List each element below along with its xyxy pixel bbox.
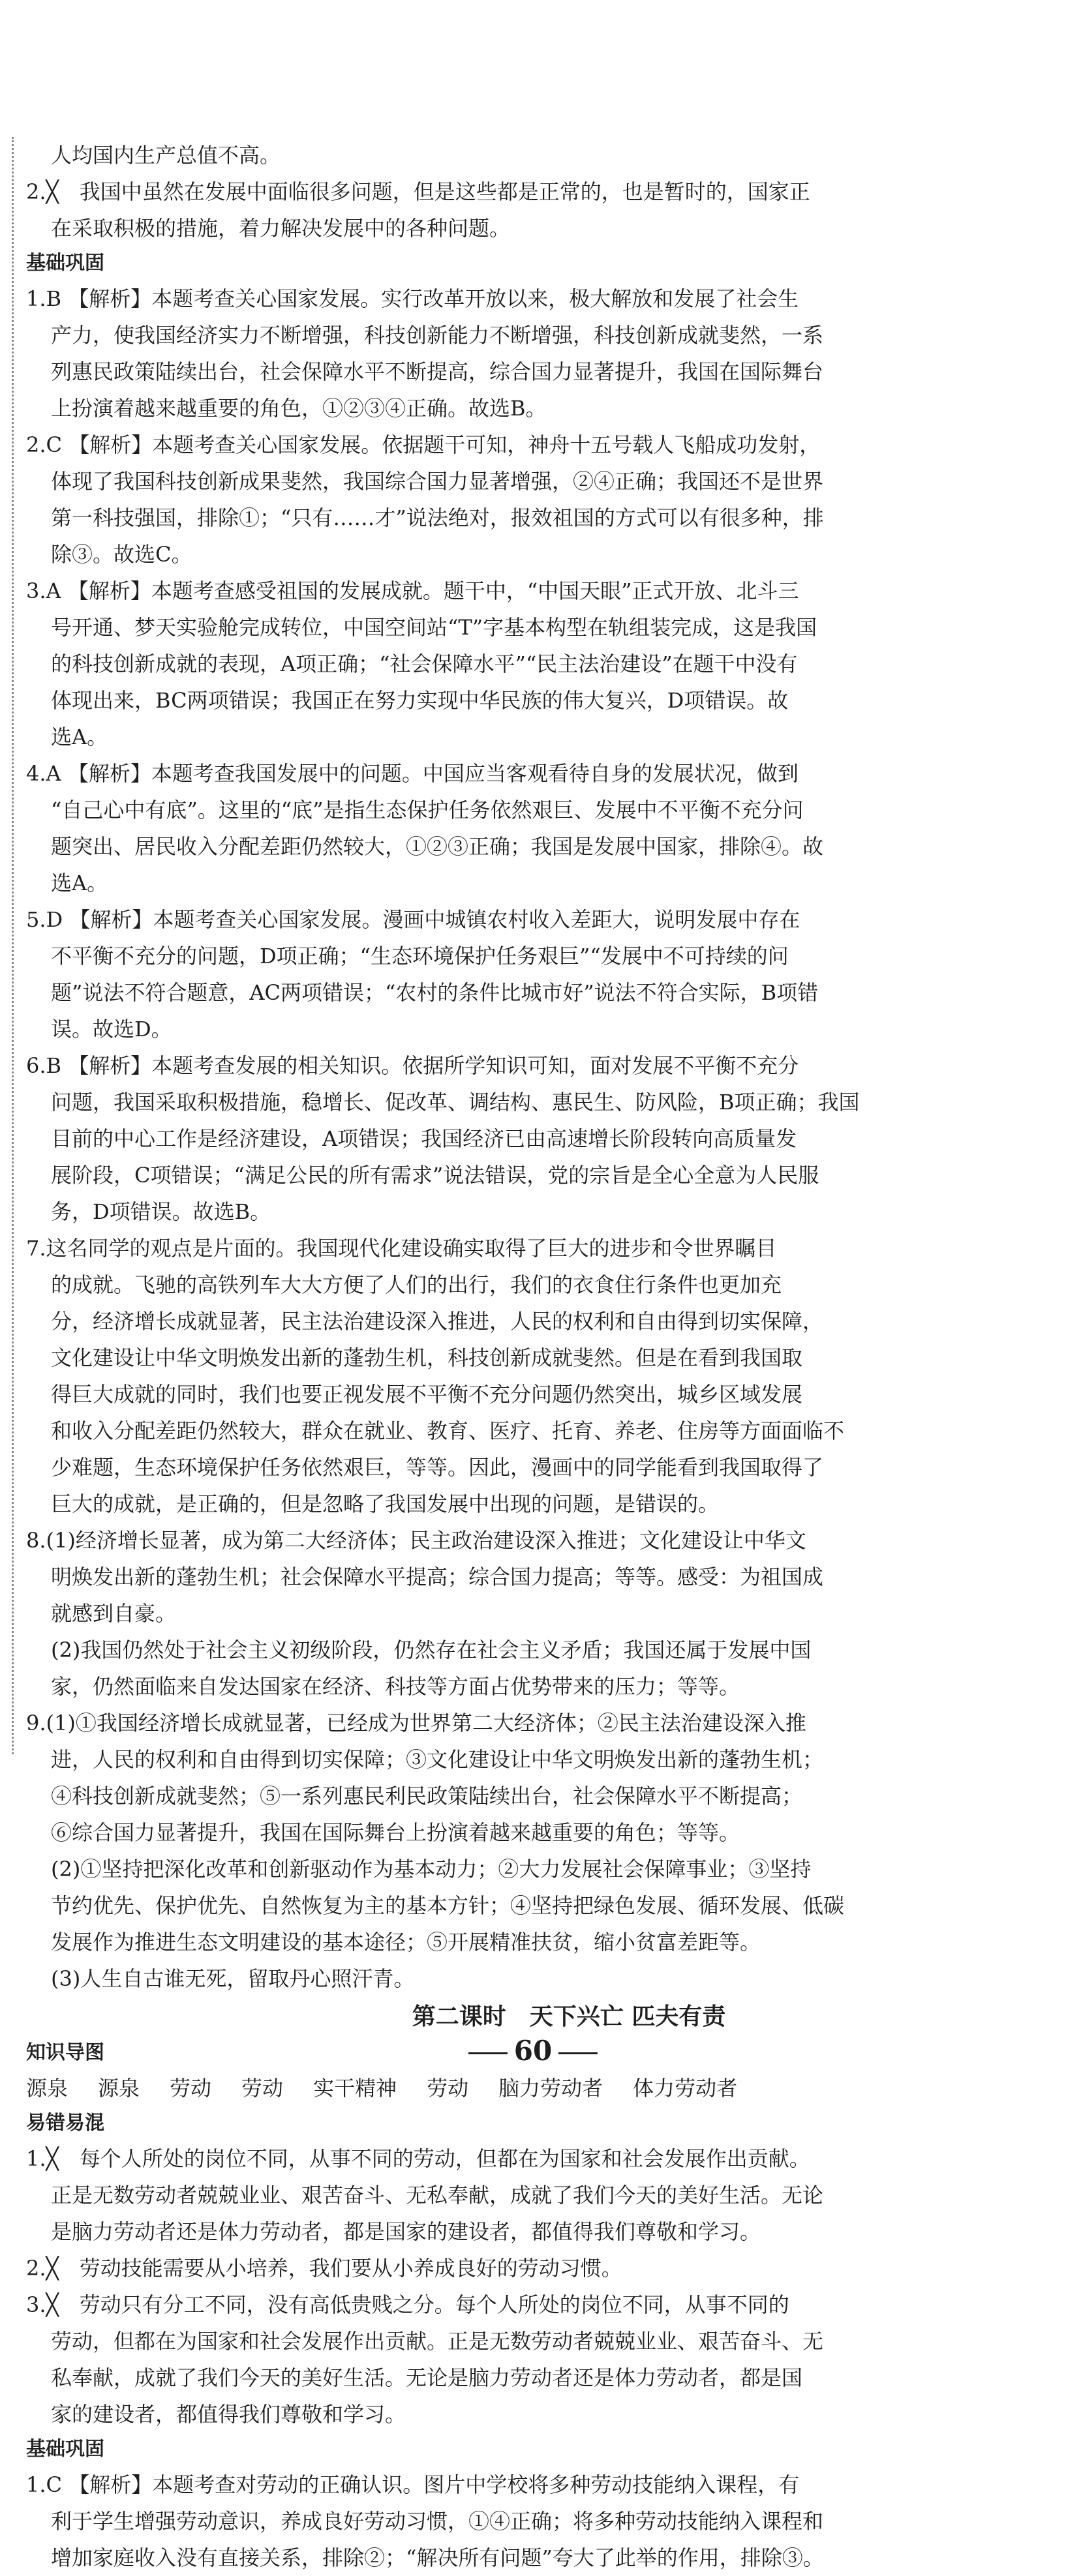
text-line: 7.这名同学的观点是片面的。我国现代化建设确实取得了巨大的进步和令世界瞩目 <box>26 1236 777 1261</box>
text-line: 正是无数劳动者兢兢业业、艰苦奋斗、无私奉献，成就了我们今天的美好生活。无论 <box>51 2183 824 2208</box>
text-line: 产力，使我国经济实力不断增强，科技创新能力不断增强，科技创新成就斐然，一系 <box>51 323 824 348</box>
text-line: 列惠民政策陆续出台，社会保障水平不断提高，综合国力显著提升，我国在国际舞台 <box>51 359 824 384</box>
text-line: 进，人民的权利和自由得到切实保障；③文化建设让中华文明焕发出新的蓬勃生机； <box>51 1747 824 1772</box>
knowledge-item: 劳动 <box>427 2076 469 2101</box>
section-heading-errors: 易错易混 <box>26 2112 104 2134</box>
text-line: 号开通、梦天实验舱完成转位，中国空间站“T”字基本构型在轨组装完成，这是我国 <box>51 615 817 640</box>
text-line: 选A。 <box>51 725 108 749</box>
section-heading-basic-2: 基础巩固 <box>26 2438 104 2461</box>
text-line: 6.B 【解析】本题考查发展的相关知识。依据所学知识可知，面对发展不平衡不充分 <box>26 1053 799 1078</box>
page-number <box>0 2035 1066 2067</box>
text-line: 人均国内生产总值不高。 <box>51 143 281 168</box>
text-line: 3.╳ 劳动只有分工不同，没有高低贵贱之分。每个人所处的岗位不同，从事不同的 <box>26 2292 789 2317</box>
text-line: 分，经济增长成就显著，民主法治建设深入推进，人民的权利和自由得到切实保障， <box>51 1309 824 1334</box>
margin-dotted-rule <box>12 137 14 1754</box>
page-number-dash-left <box>468 2052 508 2054</box>
text-line: 3.A 【解析】本题考查感受祖国的发展成就。题干中，“中国天眼”正式开放、北斗三 <box>26 578 799 603</box>
knowledge-item: 体力劳动者 <box>633 2076 738 2101</box>
text-line: 2.C 【解析】本题考查关心国家发展。依据题干可知，神舟十五号载人飞船成功发射， <box>26 432 821 457</box>
text-line: 就感到自豪。 <box>51 1601 177 1626</box>
section-basic-1 <box>26 280 1007 1997</box>
section-heading-basic-1: 基础巩固 <box>26 252 104 275</box>
text-line: 明焕发出新的蓬勃生机；社会保障水平提高；综合国力提高；等等。感受：为祖国成 <box>51 1565 824 1589</box>
text-line: 节约优先、保护优先、自然恢复为主的基本方针；④坚持把绿色发展、循环发展、低碳 <box>51 1893 845 1918</box>
text-line: 体现出来，BC两项错误；我国正在努力实现中华民族的伟大复兴，D项错误。故 <box>51 688 789 713</box>
knowledge-item: 劳动 <box>241 2076 284 2101</box>
text-line: (2)①坚持把深化改革和创新驱动作为基本动力；②大力发展社会保障事业；③坚持 <box>51 1857 812 1881</box>
section-top <box>26 137 1007 247</box>
text-line: (2)我国仍然处于社会主义初级阶段，仍然存在社会主义矛盾；我国还属于发展中国 <box>51 1638 812 1662</box>
text-line: “自己心中有底”。这里的“底”是指生态保护任务依然艰巨、发展中不平衡不充分问 <box>51 798 804 822</box>
text-line: 1.B 【解析】本题考查关心国家发展。实行改革开放以来，极大解放和发展了社会生 <box>26 286 799 311</box>
lesson-title: 第二课时 天下兴亡 匹夫有责 <box>412 2003 726 2030</box>
text-line: 2.╳ 我国中虽然在发展中面临很多问题，但是这些都是正常的，也是暂时的，国家正 <box>26 179 810 204</box>
section-basic-2 <box>26 2466 1007 2576</box>
text-line: 少难题，生态环境保护任务依然艰巨，等等。因此，漫画中的同学能看到我国取得了 <box>51 1455 824 1480</box>
text-line: (3)人生自古谁无死，留取丹心照汗青。 <box>51 1966 415 1991</box>
text-line: 问题，我国采取积极措施，稳增长、促改革、调结构、惠民生、防风险，B项正确；我国 <box>51 1090 860 1115</box>
page-number-value: 60 <box>513 2035 553 2067</box>
text-line: 体现了我国科技创新成果斐然，我国综合国力显著增强，②④正确；我国还不是世界 <box>51 469 824 494</box>
text-line: 第一科技强国，排除①；“只有……才”说法绝对，报效祖国的方式可以有很多种，排 <box>51 505 824 530</box>
text-line: 题突出、居民收入分配差距仍然较大，①②③正确；我国是发展中国家，排除④。故 <box>51 834 824 859</box>
text-line: 的科技创新成就的表现，A项正确；“社会保障水平”“民主法治建设”在题干中没有 <box>51 651 798 676</box>
text-line: 2.╳ 劳动技能需要从小培养，我们要从小养成良好的劳动习惯。 <box>26 2256 622 2281</box>
page-number-dash-right <box>558 2052 598 2054</box>
text-line: 的成就。飞驰的高铁列车大大方便了人们的出行，我们的衣食住行条件也更加充 <box>51 1272 782 1297</box>
text-line: ④科技创新成就斐然；⑤一系列惠民利民政策陆续出台，社会保障水平不断提高； <box>51 1784 803 1808</box>
text-line: 家的建设者，都值得我们尊敬和学习。 <box>51 2402 406 2427</box>
text-line: 和收入分配差距仍然较大，群众在就业、教育、医疗、托育、养老、住房等方面面临不 <box>51 1418 845 1443</box>
text-line: 增加家庭收入没有直接关系，排除②；“解决所有问题”夸大了此举的作用，排除③。 <box>51 2545 824 2570</box>
knowledge-item: 脑力劳动者 <box>498 2076 603 2101</box>
text-line: 误。故选D。 <box>51 1017 172 1041</box>
text-line: 在采取积极的措施，着力解决发展中的各种问题。 <box>51 216 511 241</box>
text-line: 题”说法不符合题意，AC两项错误；“农村的条件比城市好”说法不符合实际，B项错 <box>51 980 819 1005</box>
text-line: 私奉献，成就了我们今天的美好生活。无论是脑力劳动者还是体力劳动者，都是国 <box>51 2365 803 2390</box>
text-line: ⑥综合国力显著提升，我国在国际舞台上扮演着越来越重要的角色；等等。 <box>51 1820 740 1845</box>
text-line: 巨大的成就，是正确的，但是忽略了我国发展中出现的问题，是错误的。 <box>51 1491 720 1516</box>
text-line: 5.D 【解析】本题考查关心国家发展。漫画中城镇农村收入差距大，说明发展中存在 <box>26 907 800 932</box>
text-line: 上扮演着越来越重要的角色，①②③④正确。故选B。 <box>51 396 547 421</box>
text-line: 得巨大成就的同时，我们也要正视发展不平衡不充分问题仍然突出，城乡区域发展 <box>51 1382 803 1407</box>
knowledge-item: 劳动 <box>170 2076 212 2101</box>
text-line: 8.(1)经济增长显著，成为第二大经济体；民主政治建设深入推进；文化建设让中华文 <box>26 1528 806 1553</box>
text-line: 不平衡不充分的问题，D项正确；“生态环境保护任务艰巨”“发展中不可持续的问 <box>51 944 789 968</box>
text-line: 发展作为推进生态文明建设的基本途径；⑤开展精准扶贫，缩小贫富差距等。 <box>51 1930 761 1954</box>
text-line: 目前的中心工作是经济建设，A项错误；我国经济已由高速增长阶段转向高质量发 <box>51 1126 797 1151</box>
text-line: 4.A 【解析】本题考查我国发展中的问题。中国应当客观看待自身的发展状况，做到 <box>26 761 799 786</box>
text-line: 利于学生增强劳动意识，养成良好劳动习惯，①④正确；将多种劳动技能纳入课程和 <box>51 2509 824 2534</box>
section-errors <box>26 2140 1007 2433</box>
text-line: 家，仍然面临来自发达国家在经济、科技等方面占优势带来的压力；等等。 <box>51 1674 740 1699</box>
knowledge-map-answers <box>26 2070 1007 2106</box>
text-line: 务，D项错误。故选B。 <box>51 1199 271 1224</box>
text-line: 1.╳ 每个人所处的岗位不同，从事不同的劳动，但都在为国家和社会发展作出贡献。 <box>26 2146 810 2171</box>
text-line: 选A。 <box>51 871 108 895</box>
text-line: 除③。故选C。 <box>51 542 192 567</box>
text-line: 1.C 【解析】本题考查对劳动的正确认识。图片中学校将多种劳动技能纳入课程，有 <box>26 2472 800 2497</box>
knowledge-item: 源泉 <box>98 2076 140 2101</box>
text-line: 劳动，但都在为国家和社会发展作出贡献。正是无数劳动者兢兢业业、艰苦奋斗、无 <box>51 2329 824 2354</box>
text-line: 9.(1)①我国经济增长成就显著，已经成为世界第二大经济体；②民主法治建设深入推 <box>26 1711 806 1735</box>
knowledge-item: 实干精神 <box>313 2076 397 2101</box>
knowledge-item: 源泉 <box>26 2076 69 2101</box>
text-line: 文化建设让中华文明焕发出新的蓬勃生机，科技创新成就斐然。但是在看到我国取 <box>51 1345 803 1370</box>
text-line: 展阶段，C项错误；“满足公民的所有需求”说法错误，党的宗旨是全心全意为人民服 <box>51 1163 819 1188</box>
section-heading-knowledge: 知识导图 <box>26 2041 104 2064</box>
text-line: 是脑力劳动者还是体力劳动者，都是国家的建设者，都值得我们尊敬和学习。 <box>51 2219 761 2244</box>
